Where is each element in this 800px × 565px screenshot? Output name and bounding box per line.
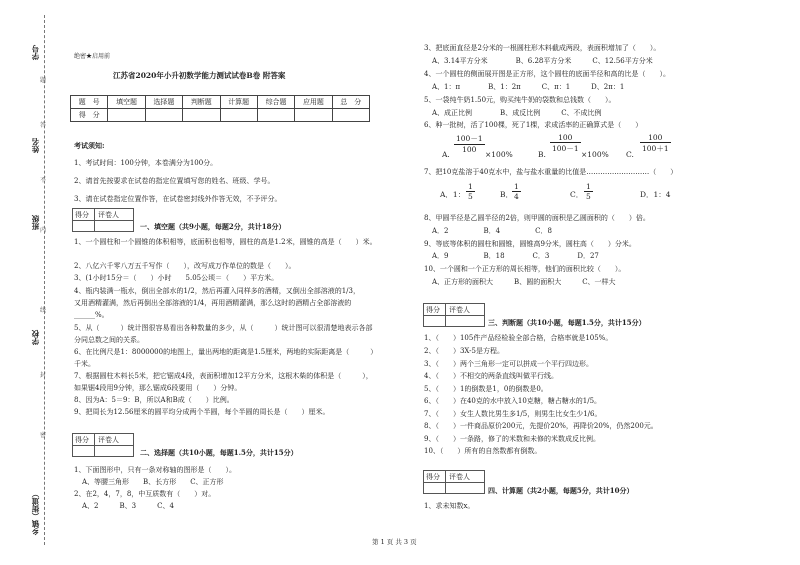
question-line: 6、种一批树，活了100棵，死了1棵，求成活率的正确算式是（ ）	[424, 121, 643, 129]
fraction-num: 100－1	[456, 134, 483, 143]
label-name: 姓名	[31, 138, 40, 153]
fraction-den: 100＋1	[642, 144, 669, 153]
grader-reviewer-label: 评卷人	[98, 211, 119, 219]
question-line: 如果锯4段用9分钟，那么锯成6段要用（ ）分钟。	[74, 384, 242, 392]
grader-score-label: 得分	[75, 211, 89, 219]
seal-note: 不	[40, 177, 47, 184]
grader-box	[72, 433, 134, 457]
seal-note: 内	[40, 227, 47, 234]
fraction-num: 1	[514, 182, 519, 191]
question-line: 9、把周长为12.56厘米的圆平均分成两个半圆，每个半圆的周长是（ ）厘米。	[74, 408, 330, 416]
question-line: 5、（ ）1的倒数是1，0的倒数是0。	[424, 385, 548, 393]
score-cell[interactable]	[332, 109, 369, 122]
label-school: 学校	[31, 330, 40, 345]
score-header: 判断题	[183, 96, 220, 109]
fraction-den: 5	[586, 192, 591, 201]
notice-title: 考试须知:	[74, 141, 105, 150]
question-line: 1、一个圆柱和一个圆锥的体积相等，底面积也相等，圆柱的高是1.2米，圆锥的高是（ ）米。	[74, 238, 377, 246]
fraction	[512, 182, 521, 201]
fraction	[466, 182, 475, 201]
question-line: 9、（ ）一条路，修了的米数和未修的米数成反比例。	[424, 435, 600, 443]
fraction-den: 100－1	[552, 144, 579, 153]
question-line: 3、(1小时15分＝（ ）小时 5.05公顷＝（ ）平方米。	[74, 274, 279, 282]
question-line: A、正方形的面积大 B、圆的面积大 C、一样大	[432, 278, 616, 286]
fraction-num: 100	[640, 133, 671, 143]
question-line: A、1：π B、1：2π C、π：1 D、2π：1	[432, 83, 625, 91]
grader-reviewer-label: 评卷人	[98, 436, 119, 444]
label-student-id: 学号	[31, 45, 40, 60]
section4-title: 四、计算题（共2小题，每题5分，共计10分）	[488, 486, 634, 495]
question-line: 2、在2，4，7，8，中互质数有（ ）对。	[74, 490, 216, 498]
question-line: A．9 B．18 C．3 D．27	[432, 252, 599, 260]
option-label: A.	[442, 150, 450, 159]
question-line: 1、（ ）105件产品经检验全部合格，合格率就是105%。	[424, 334, 613, 342]
fraction-num: 100	[550, 133, 581, 143]
question-line: 6、在比例尺是1：8000000的地图上，量出两地的距离是1.5厘米，两地的实际距离是（ ）	[74, 348, 378, 356]
question-line: 5、一袋纯牛奶1.50元，购买纯牛奶的袋数和总钱数（ ）。	[424, 96, 616, 104]
question-line: 2、八亿六千零八万五千写作（ ），改写成万作单位的数是（ ）。	[74, 262, 296, 270]
fraction	[640, 133, 671, 154]
question-line: 6、（ ）在40克的水中放入10克糖，糖占糖水的1/5。	[424, 397, 602, 405]
score-header: 综合题	[257, 96, 294, 109]
score-cell[interactable]	[145, 109, 182, 122]
question-line: 8、甲圆半径是乙圆半径的2倍，则甲圆的面积是乙圆面积的（ ）倍。	[424, 214, 650, 222]
score-cell[interactable]	[108, 109, 145, 122]
question-line: ______%。	[74, 311, 109, 319]
option-label: B．	[500, 190, 514, 199]
question-line: 千米。	[74, 360, 95, 368]
option-label: B.	[538, 150, 546, 159]
question-line: 4、一个圆柱的侧面展开图是正方形，这个圆柱的底面半径和高的比是（ ）。	[424, 70, 670, 78]
question-line: 10、（ ）所有的自然数都有倒数。	[424, 447, 542, 455]
score-header: 应用题	[295, 96, 332, 109]
question-line: A、等腰三角形 B、长方形 C、正方形	[82, 478, 224, 486]
seal-note: 线	[40, 307, 47, 314]
score-header: 计算题	[220, 96, 257, 109]
notice-item: 1、考试时间：100分钟，本卷满分为100分。	[74, 159, 218, 167]
fraction-den: 5	[468, 192, 473, 201]
score-row-label: 得 分	[71, 109, 108, 122]
grader-box	[72, 208, 134, 232]
score-header: 题 号	[71, 96, 108, 109]
grader-reviewer-label: 评卷人	[449, 473, 470, 481]
score-cell[interactable]	[295, 109, 332, 122]
score-cell[interactable]	[257, 109, 294, 122]
question-line: 分同总数之间的关系。	[74, 336, 144, 344]
seal-note: 题	[40, 77, 47, 84]
fraction-num: 1	[468, 182, 473, 191]
confidential-stamp: 绝密★启用前	[74, 53, 111, 60]
option-tail: ×100%	[581, 150, 609, 159]
score-header: 填空题	[108, 96, 145, 109]
question-line: A、2 B、3 C、4	[82, 502, 174, 510]
question-line: 9、等底等体积的圆柱和圆锥，圆锥高9分米，圆柱高（ ）分米。	[424, 240, 636, 248]
question-line: 7、（ ）女生人数比男生多1/5，则男生比女生少1/6。	[424, 410, 602, 418]
question-line: 8、（ ）一件商品原价200元，先提价20%，再降价20%，仍然200元。	[424, 422, 658, 430]
fraction	[550, 133, 581, 154]
notice-item: 2、请首先按要求在试卷的指定位置填写您的姓名、班级、学号。	[74, 177, 275, 185]
fraction-den: 100	[462, 145, 477, 154]
question-line: 4、瓶内装满一瓶水，倒出全部水的1/2，然后再灌入同样多的酒精，又倒出全部溶液的1/3，	[74, 287, 360, 295]
seal-note: 封	[40, 372, 47, 379]
score-header: 总 分	[332, 96, 369, 109]
grader-reviewer-label: 评卷人	[449, 306, 470, 314]
section3-title: 三、判断题（共10小题，每题1.5分，共计15分）	[488, 318, 646, 327]
question-line: 10、一个圆和一个正方形的周长相等，他们的面积比较（ ）。	[424, 265, 626, 273]
question-line: 7、把10克盐溶于40克水中，盐与盐水重量的比值是………………………（ ）	[424, 168, 678, 176]
score-table	[70, 95, 370, 122]
grader-score-label: 得分	[426, 306, 440, 314]
page-title: 江苏省2020年小升初数学能力测试试卷B卷 附答案	[113, 71, 286, 80]
score-cell[interactable]	[183, 109, 220, 122]
grader-score-label: 得分	[75, 436, 89, 444]
question-line: A、成正比例 B、成反比例 C、不成比例	[432, 109, 602, 117]
option-tail: ×100%	[485, 150, 513, 159]
option-label: A．1：	[440, 190, 466, 199]
question-line: 1、下面图形中，只有一条对称轴的图形是（ ）。	[74, 466, 236, 474]
grader-box	[423, 303, 485, 327]
fraction-num: 1	[586, 182, 591, 191]
question-line: 3、把底面直径是2分米的一根圆柱形木料截成两段，表面积增加了（ ）。	[424, 44, 661, 52]
score-cell[interactable]	[220, 109, 257, 122]
score-header: 选择题	[145, 96, 182, 109]
label-town: 乡镇（街道）	[31, 490, 40, 535]
question-line: 8、因为A：5＝9：B，所以A和B成（ ）比例。	[74, 396, 234, 404]
fraction-den: 4	[514, 192, 519, 201]
question-line: 7、根据圆柱木料长5米，把它锯成4段，表面积增加12平方分米，这根木柴的体积是（ ），	[74, 372, 373, 380]
section2-title: 二、选择题（共10小题，每题1.5分，共计15分）	[140, 448, 298, 457]
question-line: 3、（ ）两个三角形一定可以拼成一个平行四边形。	[424, 360, 593, 368]
seal-line	[44, 15, 45, 545]
option-label: D．1：4	[640, 190, 671, 199]
seal-note: 密	[40, 432, 47, 439]
option-label: C．	[570, 190, 584, 199]
label-class: 班级	[31, 215, 40, 230]
question-line: A、3.14平方分米 B、6.28平方分米 C、12.56平方分米	[432, 57, 653, 65]
question-line: 4、（ ）不相交的两条直线叫做平行线。	[424, 372, 558, 380]
section1-title: 一、填空题（共9小题，每题2分，共计18分）	[140, 222, 286, 231]
fraction	[454, 133, 485, 154]
question-line: 1、求未知数x。	[424, 502, 475, 510]
page-number: 第 1 页 共 3 页	[372, 538, 417, 546]
fraction	[584, 182, 593, 201]
grader-score-label: 得分	[426, 473, 440, 481]
notice-item: 3、请在试卷指定位置作答，在试卷密封线外作答无效，不予评分。	[74, 195, 282, 203]
question-line: A．2 B．4 C．8	[432, 227, 552, 235]
question-line: 2、（ ）3X-5是方程。	[424, 347, 504, 355]
seal-note: 答	[40, 122, 47, 129]
question-line: 5、从（ ）统计图很容易看出各种数量的多少，从（ ）统计图可以很清楚地表示各部	[74, 324, 373, 332]
option-label: C.	[626, 150, 634, 159]
question-line: 又用酒精灌满，然后再倒出全部溶液的1/4，再用酒精灌满，那么这时的酒精占全部溶液的	[74, 299, 352, 307]
grader-box	[423, 470, 485, 494]
